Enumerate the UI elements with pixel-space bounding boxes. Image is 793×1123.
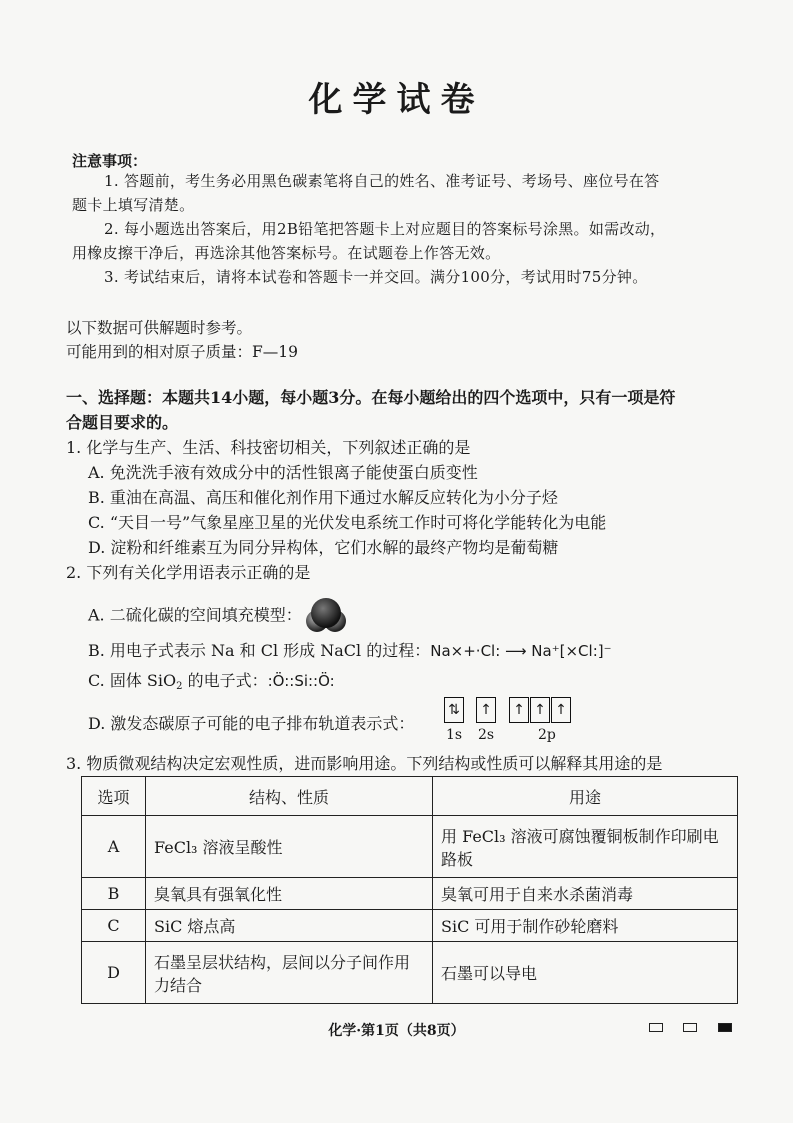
- page-footer: 化学·第1页（共8页）: [328, 1023, 465, 1039]
- table-row: [82, 816, 738, 878]
- marker-box-icon: [683, 1023, 697, 1032]
- note-1: 1. 答题前，考生务必用黑色碳素笔将自己的姓名、准考证号、考场号、座位号在答: [104, 172, 660, 190]
- orbital-label-2s: 2s: [478, 727, 495, 743]
- question-3-stem: 3. 物质微观结构决定宏观性质，进而影响用途。下列结构或性质可以解释其用途的是: [66, 754, 663, 773]
- row-option: B: [82, 878, 146, 910]
- table-row: [82, 910, 738, 942]
- row-use: SiC 可用于制作砂轮磨料: [433, 910, 738, 942]
- question-1-option-c: C. “天目一号”气象星座卫星的光伏发电系统工作时可将化学能转化为电能: [88, 513, 607, 532]
- orbital-1s: ⇅: [444, 697, 464, 723]
- option-a-text: A. 二硫化碳的空间填充模型：: [88, 605, 302, 625]
- option-c-text-post: 的电子式：: [182, 671, 268, 690]
- orbital-2p-2: ↑: [530, 697, 550, 723]
- table-row: [82, 878, 738, 910]
- notes-heading: 注意事项：: [72, 152, 148, 170]
- header-use: 用途: [433, 777, 738, 816]
- question-1-option-d: D. 淀粉和纤维素互为同分异构体，它们水解的最终产物均是葡萄糖: [88, 538, 559, 557]
- row-option: D: [82, 942, 146, 1004]
- row-option: A: [82, 816, 146, 878]
- note-2: 2. 每小题选出答案后，用2B铅笔把答题卡上对应题目的答案标号涂黑。如需改动，: [104, 220, 666, 238]
- row-option: C: [82, 910, 146, 942]
- row-use: 石墨可以导电: [433, 942, 738, 1004]
- section-heading: 一、选择题：本题共14小题，每小题3分。在每小题给出的四个选项中，只有一项是符: [66, 388, 676, 407]
- question-3-table: [81, 776, 738, 1004]
- question-2-option-a: [88, 598, 348, 634]
- row-property: SiC 熔点高: [146, 910, 433, 942]
- question-1-option-a: A. 免洗洗手液有效成分中的活性银离子能使蛋白质变性: [88, 463, 478, 482]
- reference-line: 以下数据可供解题时参考。: [66, 319, 253, 337]
- orbital-2s: ↑: [476, 697, 496, 723]
- note-2-cont: 用橡皮擦干净后，再选涂其他答案标号。在试题卷上作答无效。: [72, 244, 501, 262]
- option-c-text: C. 固体 SiO: [88, 671, 177, 690]
- row-property: 臭氧具有强氧化性: [146, 878, 433, 910]
- question-2-option-c: [88, 668, 335, 692]
- cs2-space-filling-model-icon: [304, 598, 348, 634]
- orbital-label-1s: 1s: [446, 727, 463, 743]
- question-1-option-b: B. 重油在高温、高压和催化剂作用下通过水解反应转化为小分子烃: [88, 488, 558, 507]
- row-property: 石墨呈层状结构，层间以分子间作用力结合: [146, 942, 433, 1004]
- question-1-stem: 1. 化学与生产、生活、科技密切相关，下列叙述正确的是: [66, 438, 471, 457]
- sio2-electron-formula: :Ö::Si::Ö:: [267, 672, 335, 690]
- question-2-option-d: D. 激发态碳原子可能的电子排布轨道表示式：: [88, 714, 415, 733]
- orbital-label-2p: 2p: [538, 727, 556, 743]
- marker-box-filled-icon: [718, 1023, 732, 1032]
- row-property: FeCl₃ 溶液呈酸性: [146, 816, 433, 878]
- orbital-2p-3: ↑: [551, 697, 571, 723]
- question-2-stem: 2. 下列有关化学用语表示正确的是: [66, 563, 311, 582]
- row-use: 臭氧可用于自来水杀菌消毒: [433, 878, 738, 910]
- nacl-formation-formula: Na×+·Cl: ⟶ Na⁺[×Cl:]⁻: [430, 642, 612, 660]
- page-title: 化学试卷: [308, 80, 485, 120]
- note-3: 3. 考试结束后，请将本试卷和答题卡一并交回。满分100分，考试用时75分钟。: [104, 268, 648, 286]
- section-heading-cont: 合题目要求的。: [66, 413, 179, 432]
- header-property: 结构、性质: [146, 777, 433, 816]
- option-b-text: B. 用电子式表示 Na 和 Cl 形成 NaCl 的过程：: [88, 641, 431, 660]
- marker-box-icon: [649, 1023, 663, 1032]
- option-c-subscript: 2: [176, 681, 183, 692]
- row-use: 用 FeCl₃ 溶液可腐蚀覆铜板制作印刷电路板: [433, 816, 738, 878]
- note-1-cont: 题卡上填写清楚。: [72, 196, 195, 214]
- orbital-2p-1: ↑: [509, 697, 529, 723]
- table-row: [82, 942, 738, 1004]
- header-option: 选项: [82, 777, 146, 816]
- atomic-mass-line: 可能用到的相对原子质量：F—19: [66, 343, 298, 361]
- question-2-option-b: [88, 638, 612, 661]
- table-header-row: [82, 777, 738, 816]
